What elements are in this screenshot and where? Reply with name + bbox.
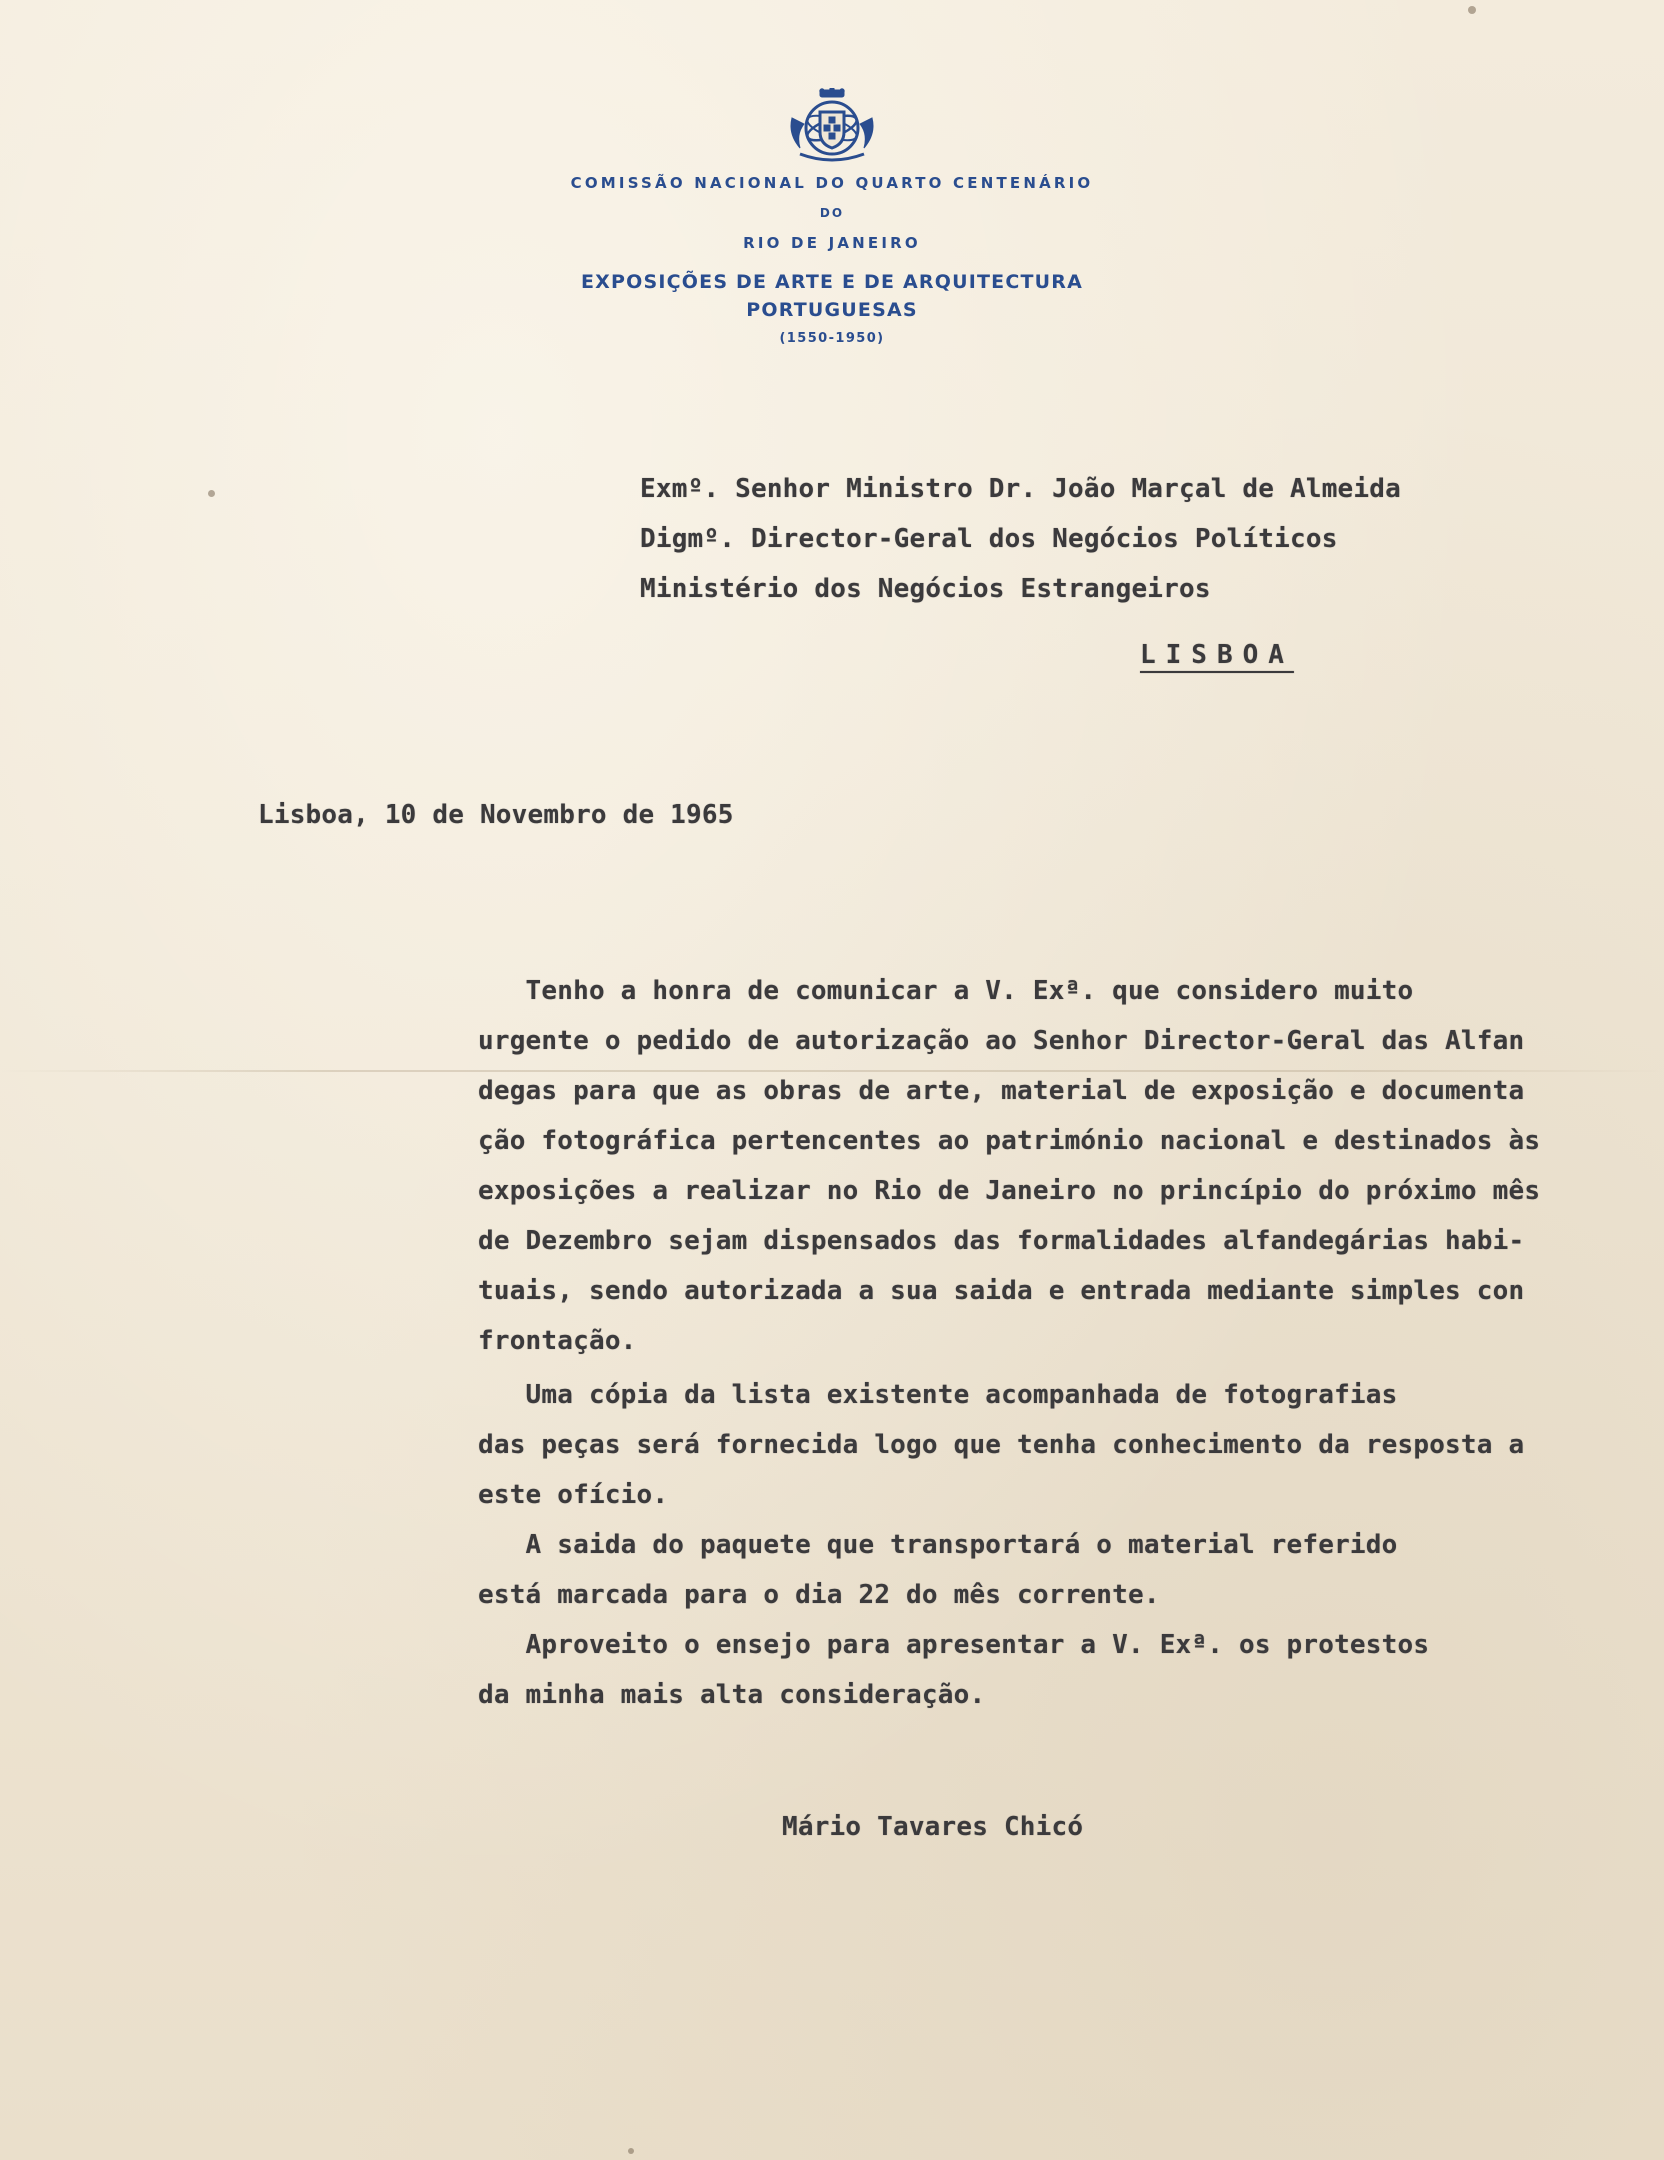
body-line: A saida do paquete que transportará o material referido <box>478 1530 1398 1560</box>
recipient-name: Exmº. Senhor Ministro Dr. João Marçal de Almeida <box>640 474 1401 504</box>
letter-date: Lisboa, 10 de Novembro de 1965 <box>258 800 734 830</box>
body-line: Uma cópia da lista existente acompanhada de fotografias <box>478 1380 1398 1410</box>
letterhead-city: RIO DE JANEIRO <box>743 234 921 252</box>
body-line: urgente o pedido de autorização ao Senhor Director-Geral das Alfan <box>478 1026 1525 1056</box>
body-line: Tenho a honra de comunicar a V. Exª. que considero muito <box>478 976 1414 1006</box>
body-line: ção fotográfica pertencentes ao património nacional e destinados às <box>478 1126 1541 1156</box>
body-line: degas para que as obras de arte, material de exposição e documenta <box>478 1076 1525 1106</box>
paper-fold <box>0 1070 1664 1072</box>
letterhead-connector: DO <box>819 206 845 220</box>
recipient-city: LISBOA <box>1140 640 1294 670</box>
body-line: está marcada para o dia 22 do mês corrente. <box>478 1580 1160 1610</box>
body-line: frontação. <box>478 1326 637 1356</box>
letterhead-years: (1550-1950) <box>779 331 885 346</box>
body-line: Aproveito o ensejo para apresentar a V. Exª. os protestos <box>478 1630 1430 1660</box>
recipient-title: Digmº. Director-Geral dos Negócios Políticos <box>640 524 1338 554</box>
body-line: de Dezembro sejam dispensados das formalidades alfandegárias habi- <box>478 1226 1525 1256</box>
recipient-ministry: Ministério dos Negócios Estrangeiros <box>640 574 1211 604</box>
letterhead <box>0 88 1664 354</box>
letterhead-exhibition-title: EXPOSIÇÕES DE ARTE E DE ARQUITECTURA <box>581 271 1083 293</box>
body-line: este ofício. <box>478 1480 669 1510</box>
letterhead-exhibition-subtitle: PORTUGUESAS <box>746 299 918 321</box>
body-line: tuais, sendo autorizada a sua saida e entrada mediante simples con <box>478 1276 1525 1306</box>
paper-speck <box>208 490 215 497</box>
body-line: da minha mais alta consideração. <box>478 1680 986 1710</box>
paper-speck <box>628 2148 634 2154</box>
letterhead-commission-name: COMISSÃO NACIONAL DO QUARTO CENTENÁRIO <box>570 174 1094 192</box>
body-line: das peças será fornecida logo que tenha conhecimento da resposta a <box>478 1430 1525 1460</box>
body-line: exposições a realizar no Rio de Janeiro no princípio do próximo mês <box>478 1176 1541 1206</box>
signature: Mário Tavares Chicó <box>782 1812 1084 1842</box>
paper-speck <box>1468 6 1476 14</box>
coat-of-arms-icon <box>786 88 878 164</box>
